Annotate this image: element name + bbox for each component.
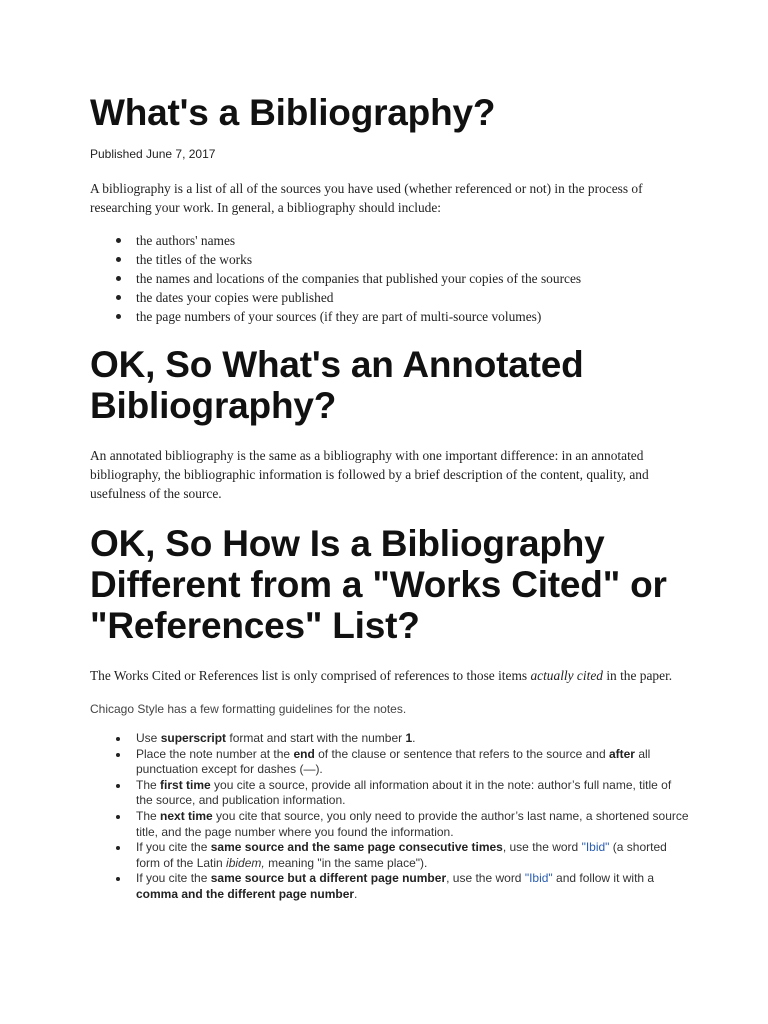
bibliography-intro: A bibliography is a list of all of the sources you have used (whether referenced or not) in the process of researching your work. In general, a bibliography should include: xyxy=(90,181,643,215)
heading-works-cited-difference: OK, So How Is a Bibliography Different from a "Works Cited" or "References" List? xyxy=(90,523,667,646)
list-item: the names and locations of the companies that published your copies of the sources xyxy=(136,269,690,288)
heading-whats-a-bibliography: What's a Bibliography? xyxy=(90,92,496,133)
list-item: the page numbers of your sources (if they are part of multi-source volumes) xyxy=(136,307,690,326)
list-item: If you cite the same source and the same page consecutive times, use the word "Ibid" (a shorted form of the Latin ibidem, meaning "in the same place"). xyxy=(136,840,690,871)
chicago-style-intro: Chicago Style has a few formatting guidelines for the notes. xyxy=(90,702,407,716)
heading-annotated-bibliography: OK, So What's an Annotated Bibliography? xyxy=(90,344,584,426)
list-item: The next time you cite that source, you only need to provide the author’s last name, a shortened source title, and the page number where you found the information. xyxy=(136,808,689,839)
works-text: The Works Cited or References list is only comprised of references to those items xyxy=(90,668,531,683)
list-item: the dates your copies were published xyxy=(136,288,690,307)
list-item: If you cite the same source but a different page number, use the word "Ibid" and follow it with a comma and the different page number. xyxy=(136,871,690,902)
ibid-link[interactable]: "Ibid" xyxy=(524,871,553,886)
list-item: Place the note number at the end of the clause or sentence that refers to the source and after all punctuation except for dashes (—). xyxy=(136,747,690,778)
list-item: the titles of the works xyxy=(136,250,690,269)
works-emphasis: actually cited xyxy=(530,668,603,683)
list-item: the authors' names xyxy=(136,231,690,250)
list-item: The first time you cite a source, provide all information about it in the note: author’s full name, title of the source, and publication information. xyxy=(136,778,690,809)
chicago-guidelines-list xyxy=(90,731,690,903)
ibid-link[interactable]: "Ibid" xyxy=(581,840,610,855)
works-text: in the paper. xyxy=(602,668,673,683)
bibliography-contents-list xyxy=(90,231,690,326)
list-item: Use superscript format and start with the number 1. xyxy=(136,731,690,747)
works-cited-paragraph xyxy=(90,666,690,685)
annotated-bibliography-body: An annotated bibliography is the same as a bibliography with one important difference: in an annotated bibliography, the bibliographic information is followed by a brief description of the content, quality, and usefulness of the source. xyxy=(90,448,649,501)
document-page xyxy=(90,92,690,903)
published-date: Published June 7, 2017 xyxy=(90,147,216,161)
